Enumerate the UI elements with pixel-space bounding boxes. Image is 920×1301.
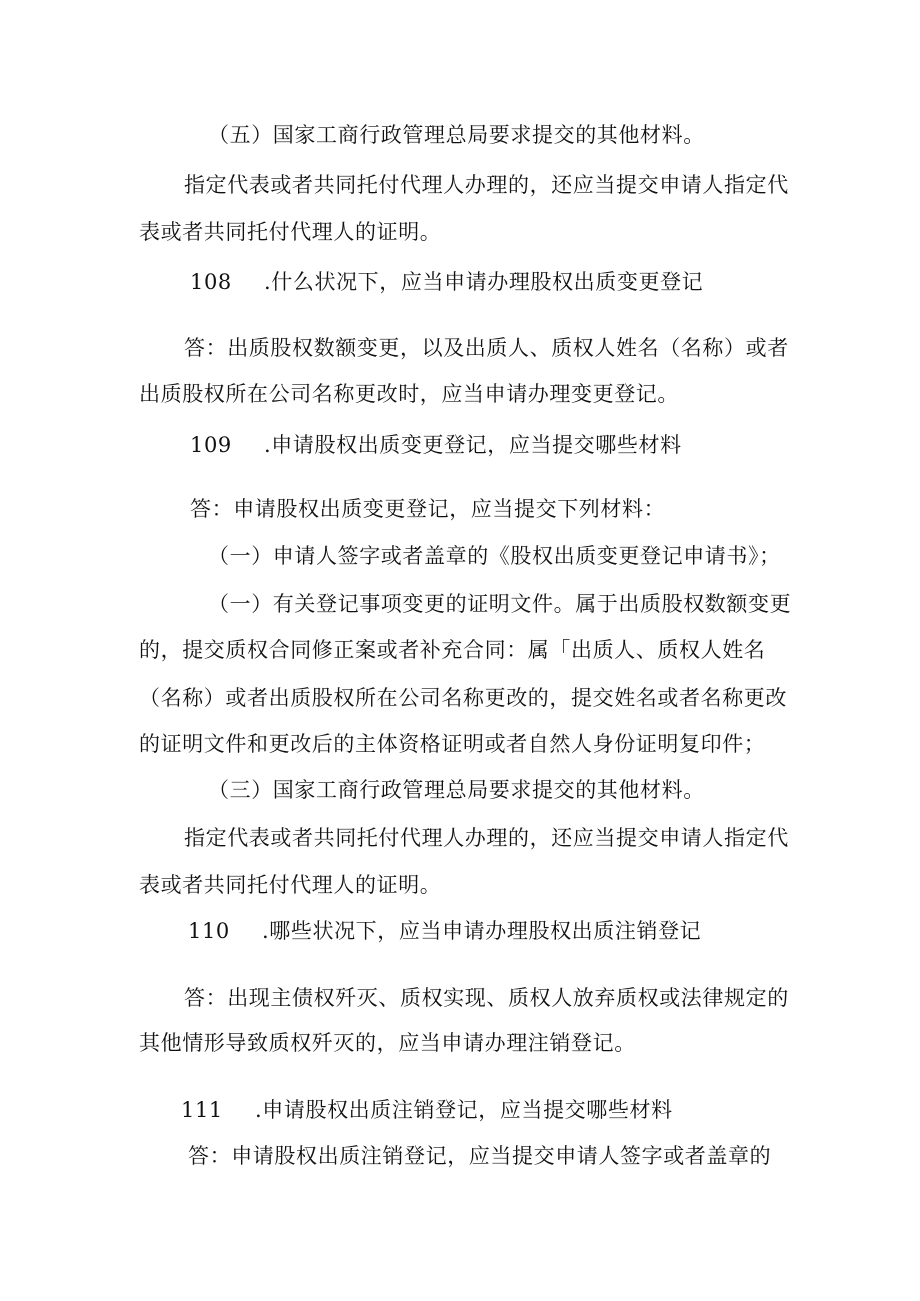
question-text: .申请股权出质注销登记，应当提交哪些材料 bbox=[255, 1098, 673, 1122]
paragraph-line: 指定代表或者共同托付代理人办理的，还应当提交申请人指定代 bbox=[184, 173, 789, 197]
question-text: .什么状况下，应当申请办理股权出质变更登记 bbox=[264, 270, 704, 294]
answer-line: 答：出现主债权歼灭、质权实现、质权人放弃质权或法律规定的 bbox=[184, 986, 789, 1010]
question-number: 111 bbox=[181, 1098, 223, 1122]
list-item-continuation: 的，提交质权合同修正案或者补充合同：属「出质人、质权人姓名 bbox=[139, 638, 766, 662]
answer-line: 答：出质股权数额变更，以及出质人、质权人姓名（名称）或者 bbox=[184, 336, 789, 360]
question-text: .申请股权出质变更登记，应当提交哪些材料 bbox=[264, 433, 682, 457]
answer-line: 答：申请股权出质注销登记，应当提交申请人签字或者盖章的 bbox=[188, 1144, 772, 1168]
answer-line: 其他情形导致质权歼灭的，应当申请办理注销登记。 bbox=[139, 1031, 636, 1055]
question-text: .哪些状况下，应当申请办理股权出质注销登记 bbox=[262, 919, 702, 943]
answer-line: 答：申请股权出质变更登记，应当提交下列材料： bbox=[190, 497, 666, 521]
question-109 bbox=[190, 432, 682, 458]
question-110 bbox=[188, 918, 701, 944]
paragraph-line: 表或者共同托付代理人的证明。 bbox=[139, 873, 442, 897]
question-number: 108 bbox=[190, 270, 232, 294]
list-item: （一）有关登记事项变更的证明文件。属于出质股权数额变更 bbox=[208, 592, 792, 616]
list-item-continuation: 的证明文件和更改后的主体资格证明或者自然人身份证明复印件； bbox=[139, 732, 766, 756]
question-111 bbox=[181, 1097, 673, 1123]
question-number: 109 bbox=[190, 433, 232, 457]
question-108 bbox=[190, 269, 703, 295]
answer-line: 出质股权所在公司名称更改时，应当申请办理变更登记。 bbox=[139, 382, 679, 406]
question-number: 110 bbox=[188, 919, 230, 943]
paragraph-item-five: （五）国家工商行政管理总局要求提交的其他材料。 bbox=[208, 123, 705, 147]
paragraph-line: 指定代表或者共同托付代理人办理的，还应当提交申请人指定代 bbox=[184, 826, 789, 850]
list-item: （三）国家工商行政管理总局要求提交的其他材料。 bbox=[208, 778, 705, 802]
list-item: （一）申请人签字或者盖章的《股权出质变更登记申请书》； bbox=[208, 544, 781, 568]
paragraph-line: 表或者共同托付代理人的证明。 bbox=[139, 220, 442, 244]
list-item-continuation: （名称）或者出质股权所在公司名称更改的，提交姓名或者名称更改 bbox=[139, 686, 787, 710]
